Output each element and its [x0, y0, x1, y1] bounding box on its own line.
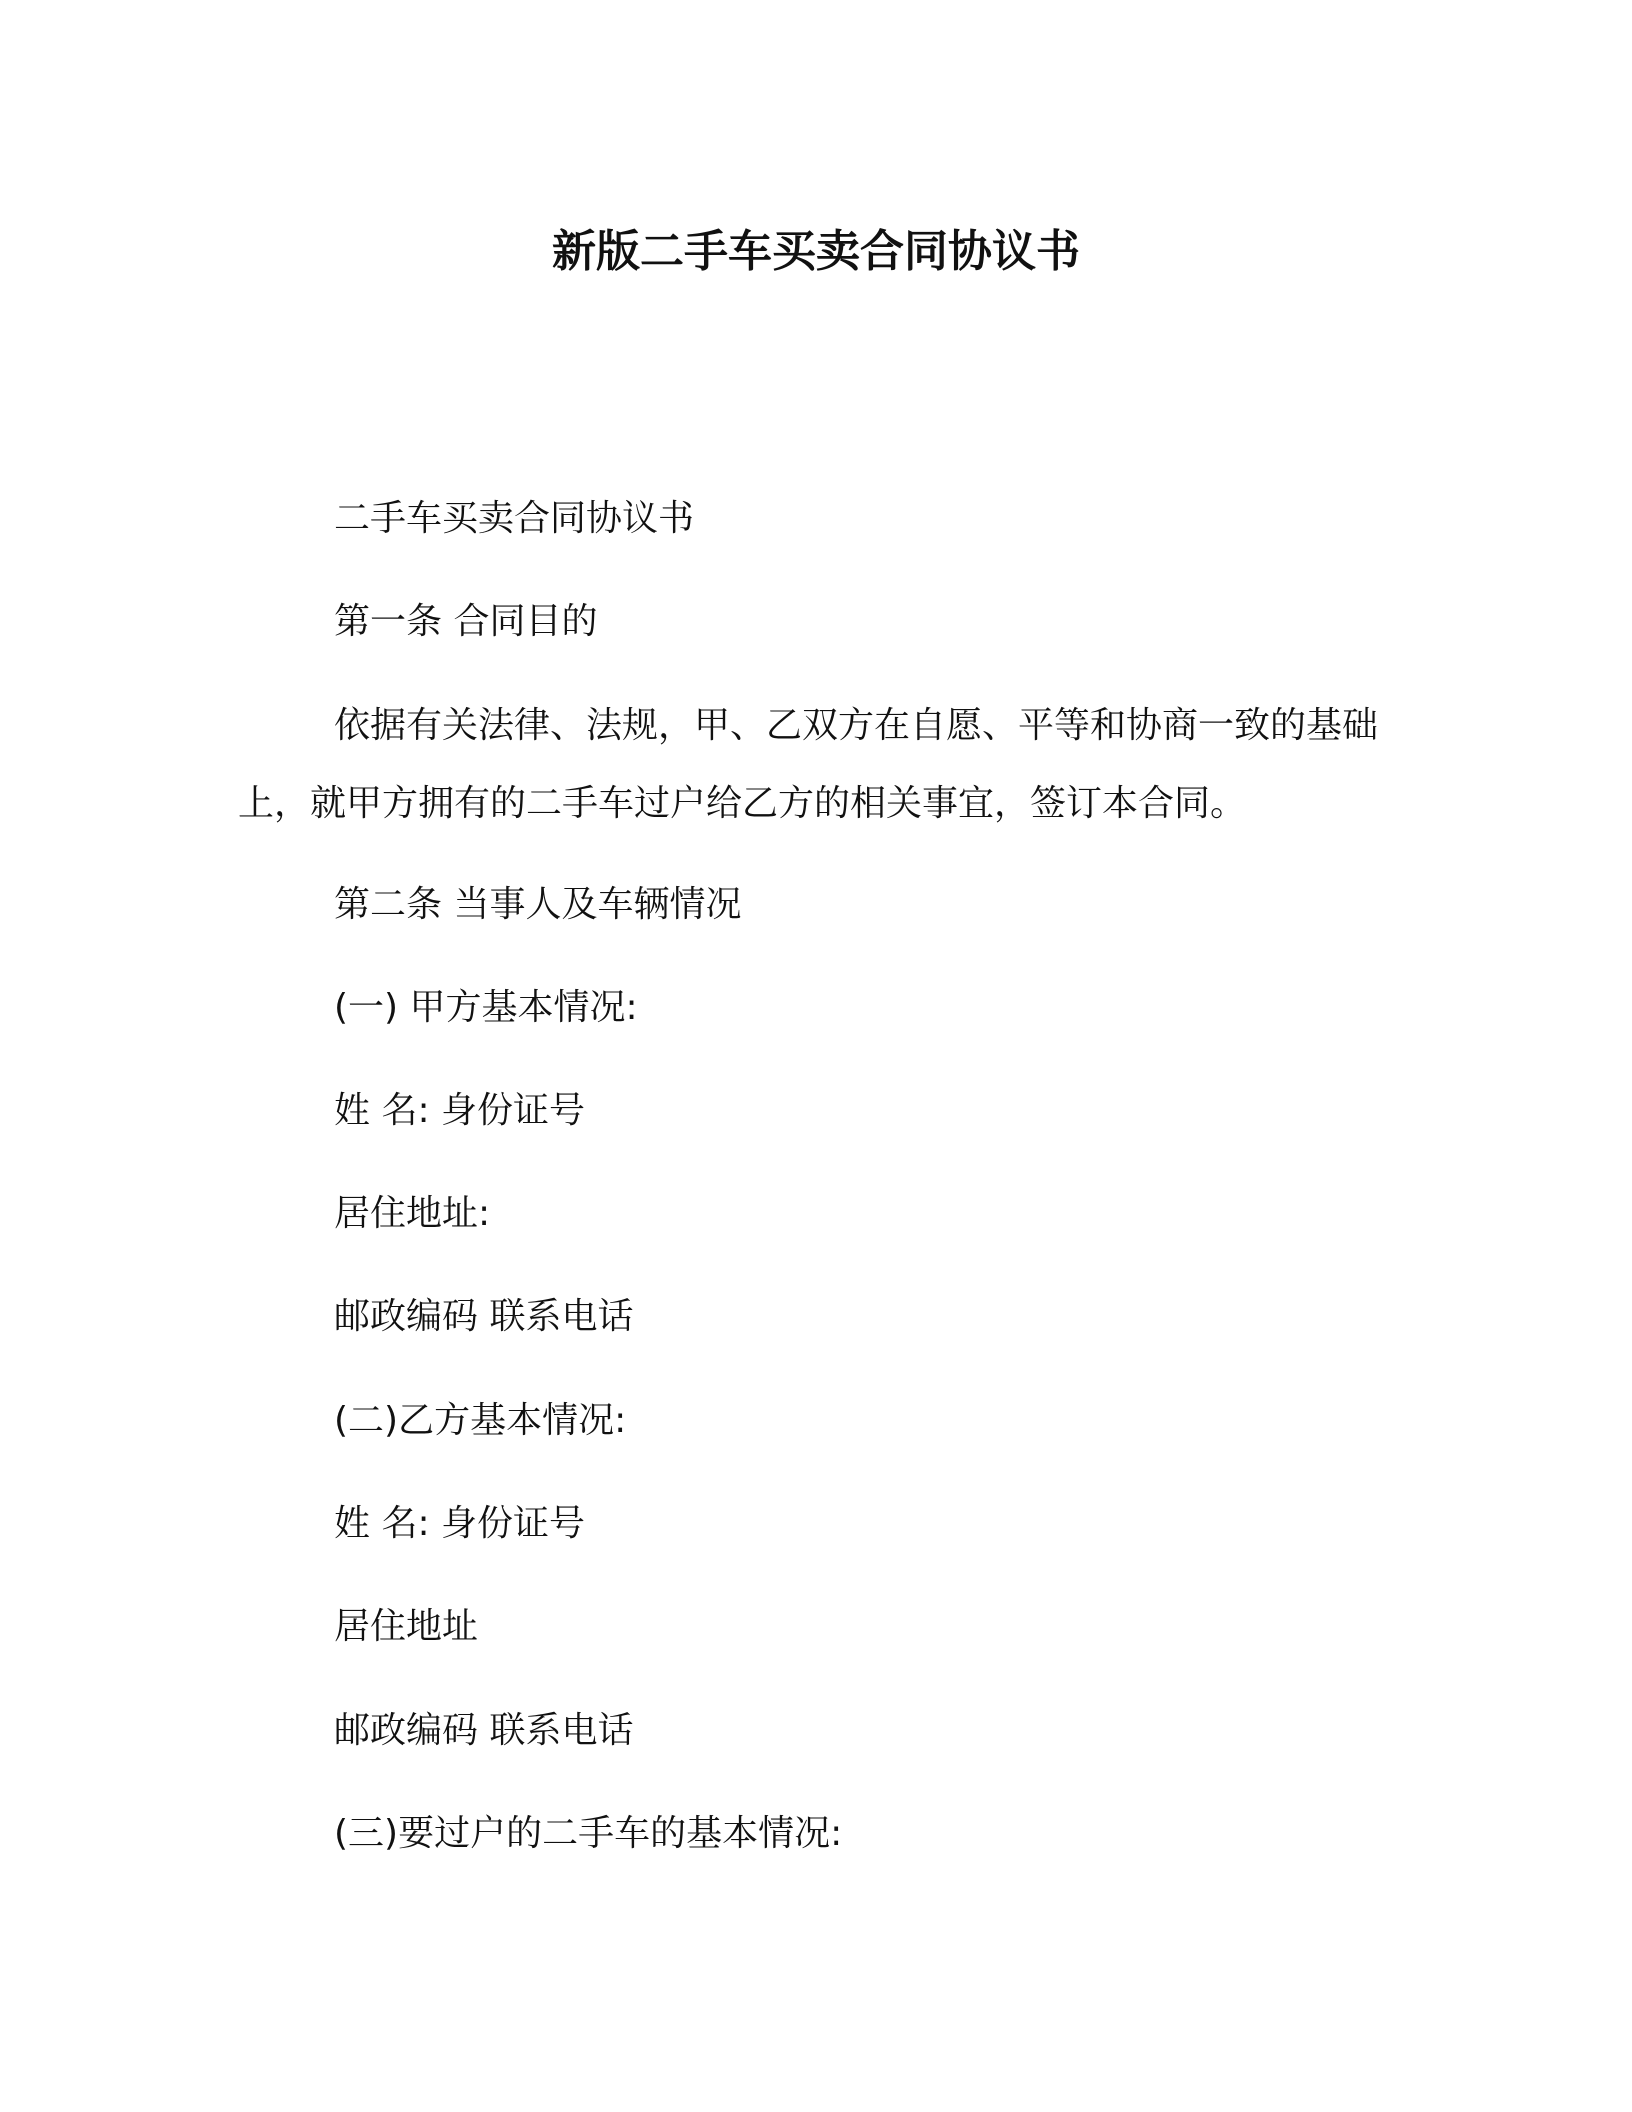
party-b-postal-phone: 邮政编码 联系电话: [334, 1710, 634, 1751]
party-a-postal-phone: 邮政编码 联系电话: [334, 1296, 634, 1337]
vehicle-heading: (三)要过户的二手车的基本情况:: [334, 1813, 843, 1854]
party-a-address: 居住地址:: [334, 1193, 491, 1234]
party-a-name-id: 姓 名: 身份证号: [334, 1090, 586, 1131]
document-title: 新版二手车买卖合同协议书: [552, 226, 1080, 277]
document-subtitle: 二手车买卖合同协议书: [334, 498, 695, 539]
article-2-heading: 第二条 当事人及车辆情况: [334, 884, 742, 925]
party-b-name-id: 姓 名: 身份证号: [334, 1503, 586, 1544]
article-1-body: 依据有关法律、法规，甲、乙双方在自愿、平等和协商一致的基础上，就甲方拥有的二手车过户给乙方的相关事宜，签订本合同。: [238, 705, 1379, 824]
party-a-heading: (一) 甲方基本情况:: [334, 987, 638, 1028]
party-b-address: 居住地址: [334, 1606, 479, 1647]
article-1-heading: 第一条 合同目的: [334, 601, 598, 642]
party-b-heading: (二)乙方基本情况:: [334, 1400, 627, 1441]
